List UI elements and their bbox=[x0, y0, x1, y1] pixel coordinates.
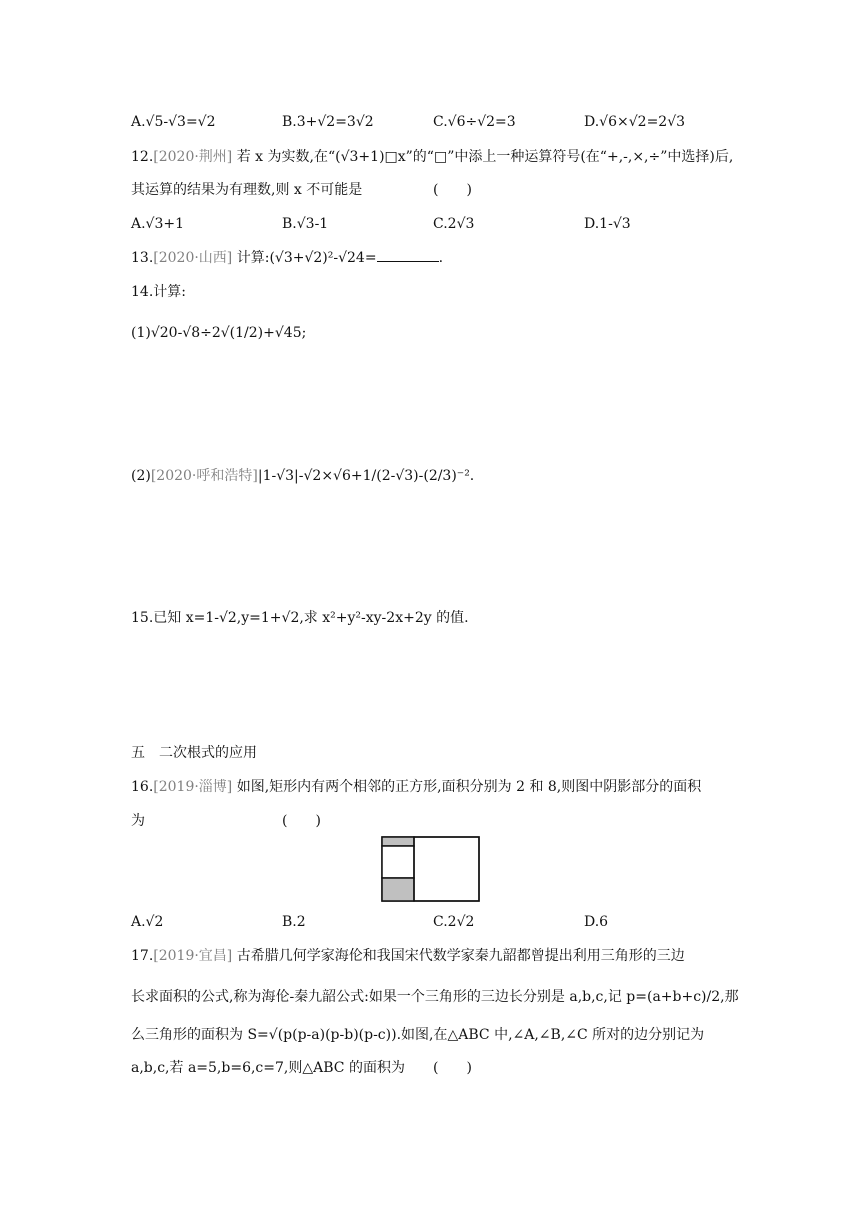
q12-line1 bbox=[131, 147, 733, 167]
q13-source: [2020·山西] bbox=[153, 250, 233, 266]
q14-part2-source: [2020·呼和浩特] bbox=[150, 468, 258, 484]
q12-option-a: A.√3+1 bbox=[131, 216, 185, 232]
q13-end: . bbox=[438, 250, 444, 266]
q13-number: 13. bbox=[131, 250, 154, 266]
q17-source: [2019·宜昌] bbox=[153, 948, 233, 964]
q12-option-b: B.√3-1 bbox=[282, 216, 329, 232]
q17-line1 bbox=[131, 946, 685, 966]
q16-option-a: A.√2 bbox=[131, 914, 164, 930]
q12-text-1: 若 x 为实数,在“(√3+1)□x”的“□”中添上一种运算符号(在“+,-,×,÷”中选择)后, bbox=[236, 149, 734, 165]
q11-option-d: D.√6×√2=2√3 bbox=[584, 114, 686, 130]
q12-source: [2020·荆州] bbox=[153, 149, 233, 165]
q16-line1 bbox=[131, 777, 701, 797]
q14-part1: (1)√20-√8÷2√(1/2)+√45; bbox=[131, 325, 307, 341]
shaded-region-top bbox=[382, 837, 414, 846]
q11-option-c: C.√6÷√2=3 bbox=[433, 114, 516, 130]
q16-option-c: C.2√2 bbox=[433, 914, 475, 930]
q15-text: 15.已知 x=1-√2,y=1+√2,求 x²+y²-xy-2x+2y 的值. bbox=[131, 610, 469, 626]
q12-line2 bbox=[131, 180, 362, 200]
small-square bbox=[382, 846, 414, 878]
q16-text-1: 如图,矩形内有两个相邻的正方形,面积分别为 2 和 8,则图中阴影部分的面积 bbox=[236, 779, 702, 795]
q17-line4: a,b,c,若 a=5,b=6,c=7,则△ABC 的面积为 bbox=[131, 1060, 405, 1076]
q12-option-d: D.1-√3 bbox=[584, 216, 631, 232]
q16-line2: 为 bbox=[131, 813, 145, 829]
q12-text-2: 其运算的结果为有理数,则 x 不可能是 bbox=[131, 182, 363, 198]
q16-number: 16. bbox=[131, 779, 154, 795]
q16-answer-paren: ( ) bbox=[282, 813, 321, 829]
q12-answer-paren: ( ) bbox=[433, 182, 472, 198]
q17-line3: 么三角形的面积为 S=√(p(p-a)(p-b)(p-c)).如图,在△ABC 中,∠A,∠B,∠C 所对的边分别记为 bbox=[131, 1027, 705, 1043]
section5-title: 五 二次根式的应用 bbox=[131, 745, 257, 761]
q13-answer-blank bbox=[377, 247, 439, 262]
q11-option-b: B.3+√2=3√2 bbox=[282, 114, 374, 130]
q11-option-a: A.√5-√3=√2 bbox=[131, 114, 216, 130]
q16-figure bbox=[381, 836, 481, 904]
shaded-region-bottom bbox=[382, 878, 414, 901]
q14-part2-text: |1-√3|-√2×√6+1/(2-√3)-(2/3)⁻². bbox=[257, 468, 475, 484]
q16-option-d: D.6 bbox=[584, 914, 609, 930]
q12-option-c: C.2√3 bbox=[433, 216, 475, 232]
q17-line2: 长求面积的公式,称为海伦-秦九韶公式:如果一个三角形的三边长分别是 a,b,c,记 p=(a+b+c)/2,那 bbox=[131, 989, 739, 1005]
q17-number: 17. bbox=[131, 948, 154, 964]
q14-title: 14.计算: bbox=[131, 284, 186, 300]
q13-text: 计算:(√3+√2)²-√24= bbox=[236, 250, 377, 266]
q13-line bbox=[131, 247, 443, 268]
q17-text-1: 古希腊几何学家海伦和我国宋代数学家秦九韶都曾提出利用三角形的三边 bbox=[236, 948, 685, 964]
q16-option-b: B.2 bbox=[282, 914, 306, 930]
q17-answer-paren: ( ) bbox=[433, 1060, 472, 1076]
q16-source: [2019·淄博] bbox=[153, 779, 233, 795]
q14-part2-prefix: (2) bbox=[131, 468, 151, 484]
q14-part2 bbox=[131, 466, 474, 486]
q12-number: 12. bbox=[131, 149, 154, 165]
